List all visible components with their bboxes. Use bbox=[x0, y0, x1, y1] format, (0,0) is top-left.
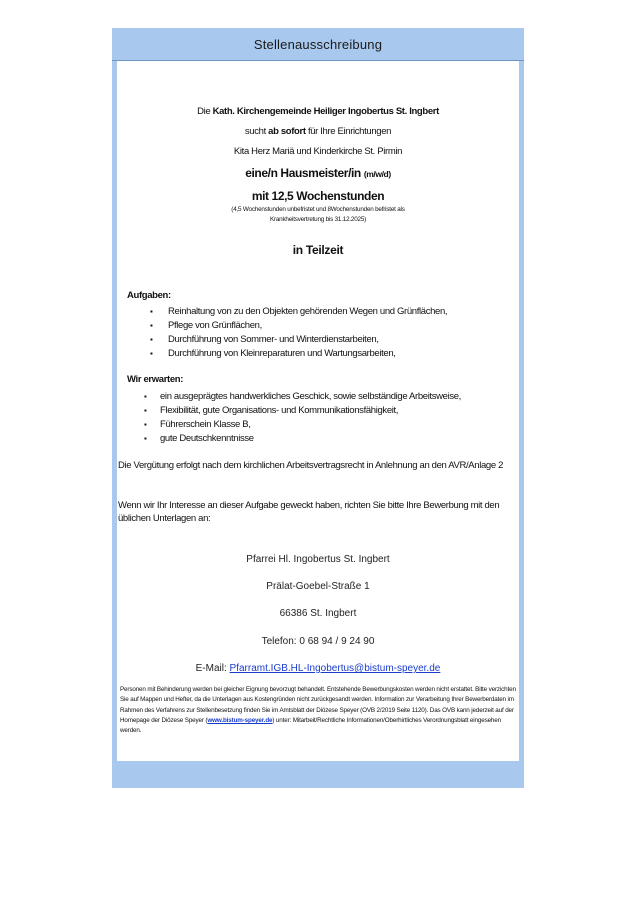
address-street: Prälat-Goebel-Straße 1 bbox=[266, 581, 370, 592]
bullet-icon: ▪ bbox=[150, 335, 153, 344]
start-date: ab sofort bbox=[268, 126, 306, 137]
address-name: Pfarrei Hl. Ingobertus St. Ingbert bbox=[246, 554, 390, 565]
gender-note: (m/w/d) bbox=[363, 169, 391, 179]
job-posting-frame bbox=[112, 28, 524, 788]
legal-footnote: Personen mit Behinderung werden bei gleicher Eignung bevorzugt behandelt. Entstehende Bewerbungskosten werden nicht erstattet. Bitte verzichten Sie auf Mappen und Hefter, da die Unterlagen aus Kostengründen nicht zurückgesandt werden. Information zur Verarbeitung Ihrer Bewerberdaten im Rahmen des Verfahrens zur Stellenbesetzung finden Sie im Amtsblatt der Diözese Speyer (OVB 2/2019 Seite 1120). Das OVB kann jederzeit auf der Homepage der Diözese Speyer (www.bistum-speyer.de) unter: Mitarbeit/Rechtliche Informationen/Oberhirtliches Verordnungsblatt eingesehen werden. bbox=[120, 686, 516, 735]
bullet-icon: ▪ bbox=[144, 406, 147, 415]
salary-paragraph: Die Vergütung erfolgt nach dem kirchlichen Arbeitsvertragsrecht in Anlehnung an den AVR/Anlage 2 bbox=[118, 460, 504, 471]
address-phone: Telefon: 0 68 94 / 9 24 90 bbox=[261, 636, 375, 647]
weekly-hours: mit 12,5 Wochenstunden bbox=[251, 189, 385, 203]
bullet-icon: ▪ bbox=[150, 321, 153, 330]
hours-note-2: Krankheitsvertretung bis 31.12.2025) bbox=[269, 216, 367, 223]
employer-name: Kath. Kirchengemeinde Heiliger Ingobertus St. Ingbert bbox=[212, 106, 439, 117]
application-paragraph: Wenn wir Ihr Interesse an dieser Aufgabe geweckt haben, richten Sie bitte Ihre Bewerbung mit den üblichen Unterlagen an: bbox=[118, 500, 500, 524]
bullet-icon: ▪ bbox=[144, 420, 147, 429]
posting-body: Die Kath. Kirchengemeinde Heiliger Ingobertus St. Ingbert sucht ab sofort für Ihre Einrichtungen Kita Herz Mariä und Kinderkirche St. Pirmin eine/n Hausmeister/in (m/w/d) mit 12,5 Wochenstunden (4,5 Wochenstunden unbefristet und 8Wochenstunden befristet als Krankheitsvertretung bis 31.12.2025) in Teilzeit Aufgaben: ▪ Reinhaltung von zu den Objekten gehörenden Wegen und Grünflächen, ▪ Pflege von Grünflächen, ▪ Durchführung von Sommer- und Winterdienstarbeiten, ▪ Durchführung von Kleinreparaturen und Wartungsarbeiten, Wir erwarten: ▪ ein ausgeprägtes handwerkliches Geschick, sowie selbständige Arbeitsweise, ▪ Flexibilität, gute Organisations- und Kommunikationsfähigkeit, ▪ Führerschein Klasse B, ▪ gute Deutschkenntnisse Die Vergütung erfolgt nach dem kirchlichen Arbeitsvertragsrecht in Anlehnung an den AVR/Anlage 2 Wenn wir Ihr Interesse an dieser Aufgabe geweckt haben, richten Sie bitte Ihre Bewerbung mit den üblichen Unterlagen an: Pfarrei Hl. Ingobertus St. Ingbert Prälat-Goebel-Straße 1 66386 St. Ingbert Telefon: 0 68 94 / 9 24 90 E-Mail: Pfarramt.IGB.HL-Ingobertus@bistum-speyer.de Personen mit Behinderung werden bei gleicher Eignung bevorzugt behandelt. Entstehende Bewerbungskosten werden nicht erstattet. Bitte verzichten Sie auf Mappen und Hefter, da die Unterlagen aus Kostengründen nicht zurückgesandt werden. Information zur Verarbeitung Ihrer Bewerberdaten im Rahmen des Verfahrens zur Stellenbesetzung finden Sie im Amtsblatt der Diözese Speyer (OVB 2/2019 Seite 1120). Das OVB kann jederzeit auf der Homepage der Diözese Speyer (www.bistum-speyer.de) unter: Mitarbeit/Rechtliche Informationen/Oberhirtliches Verordnungsblatt eingesehen werden. bbox=[117, 61, 519, 761]
hours-note-1: (4,5 Wochenstunden unbefristet und 8Wochenstunden befristet als bbox=[231, 206, 405, 213]
tasks-heading: Aufgaben: bbox=[127, 290, 171, 301]
bullet-icon: ▪ bbox=[144, 434, 147, 443]
part-time-label: in Teilzeit bbox=[292, 243, 344, 257]
intro-employer-line: Die Kath. Kirchengemeinde Heiliger Ingobertus St. Ingbert bbox=[197, 106, 439, 117]
diocese-website-link[interactable]: www.bistum-speyer.de bbox=[207, 716, 273, 724]
email-link[interactable]: Pfarramt.IGB.HL-Ingobertus@bistum-speyer.de bbox=[229, 663, 441, 674]
posting-header bbox=[112, 28, 524, 61]
facilities-line: Kita Herz Mariä und Kinderkirche St. Pirmin bbox=[233, 146, 403, 157]
address-email-line: E-Mail: Pfarramt.IGB.HL-Ingobertus@bistum-speyer.de bbox=[195, 663, 441, 674]
position-title: eine/n Hausmeister/in (m/w/d) bbox=[245, 166, 391, 180]
address-city: 66386 St. Ingbert bbox=[279, 608, 357, 619]
intro-search-line: sucht ab sofort für Ihre Einrichtungen bbox=[244, 126, 392, 137]
posting-title: Stellenausschreibung bbox=[253, 36, 383, 52]
bullet-icon: ▪ bbox=[150, 307, 153, 316]
expectations-heading: Wir erwarten: bbox=[127, 374, 184, 385]
bullet-icon: ▪ bbox=[150, 349, 153, 358]
bullet-icon: ▪ bbox=[144, 392, 147, 401]
